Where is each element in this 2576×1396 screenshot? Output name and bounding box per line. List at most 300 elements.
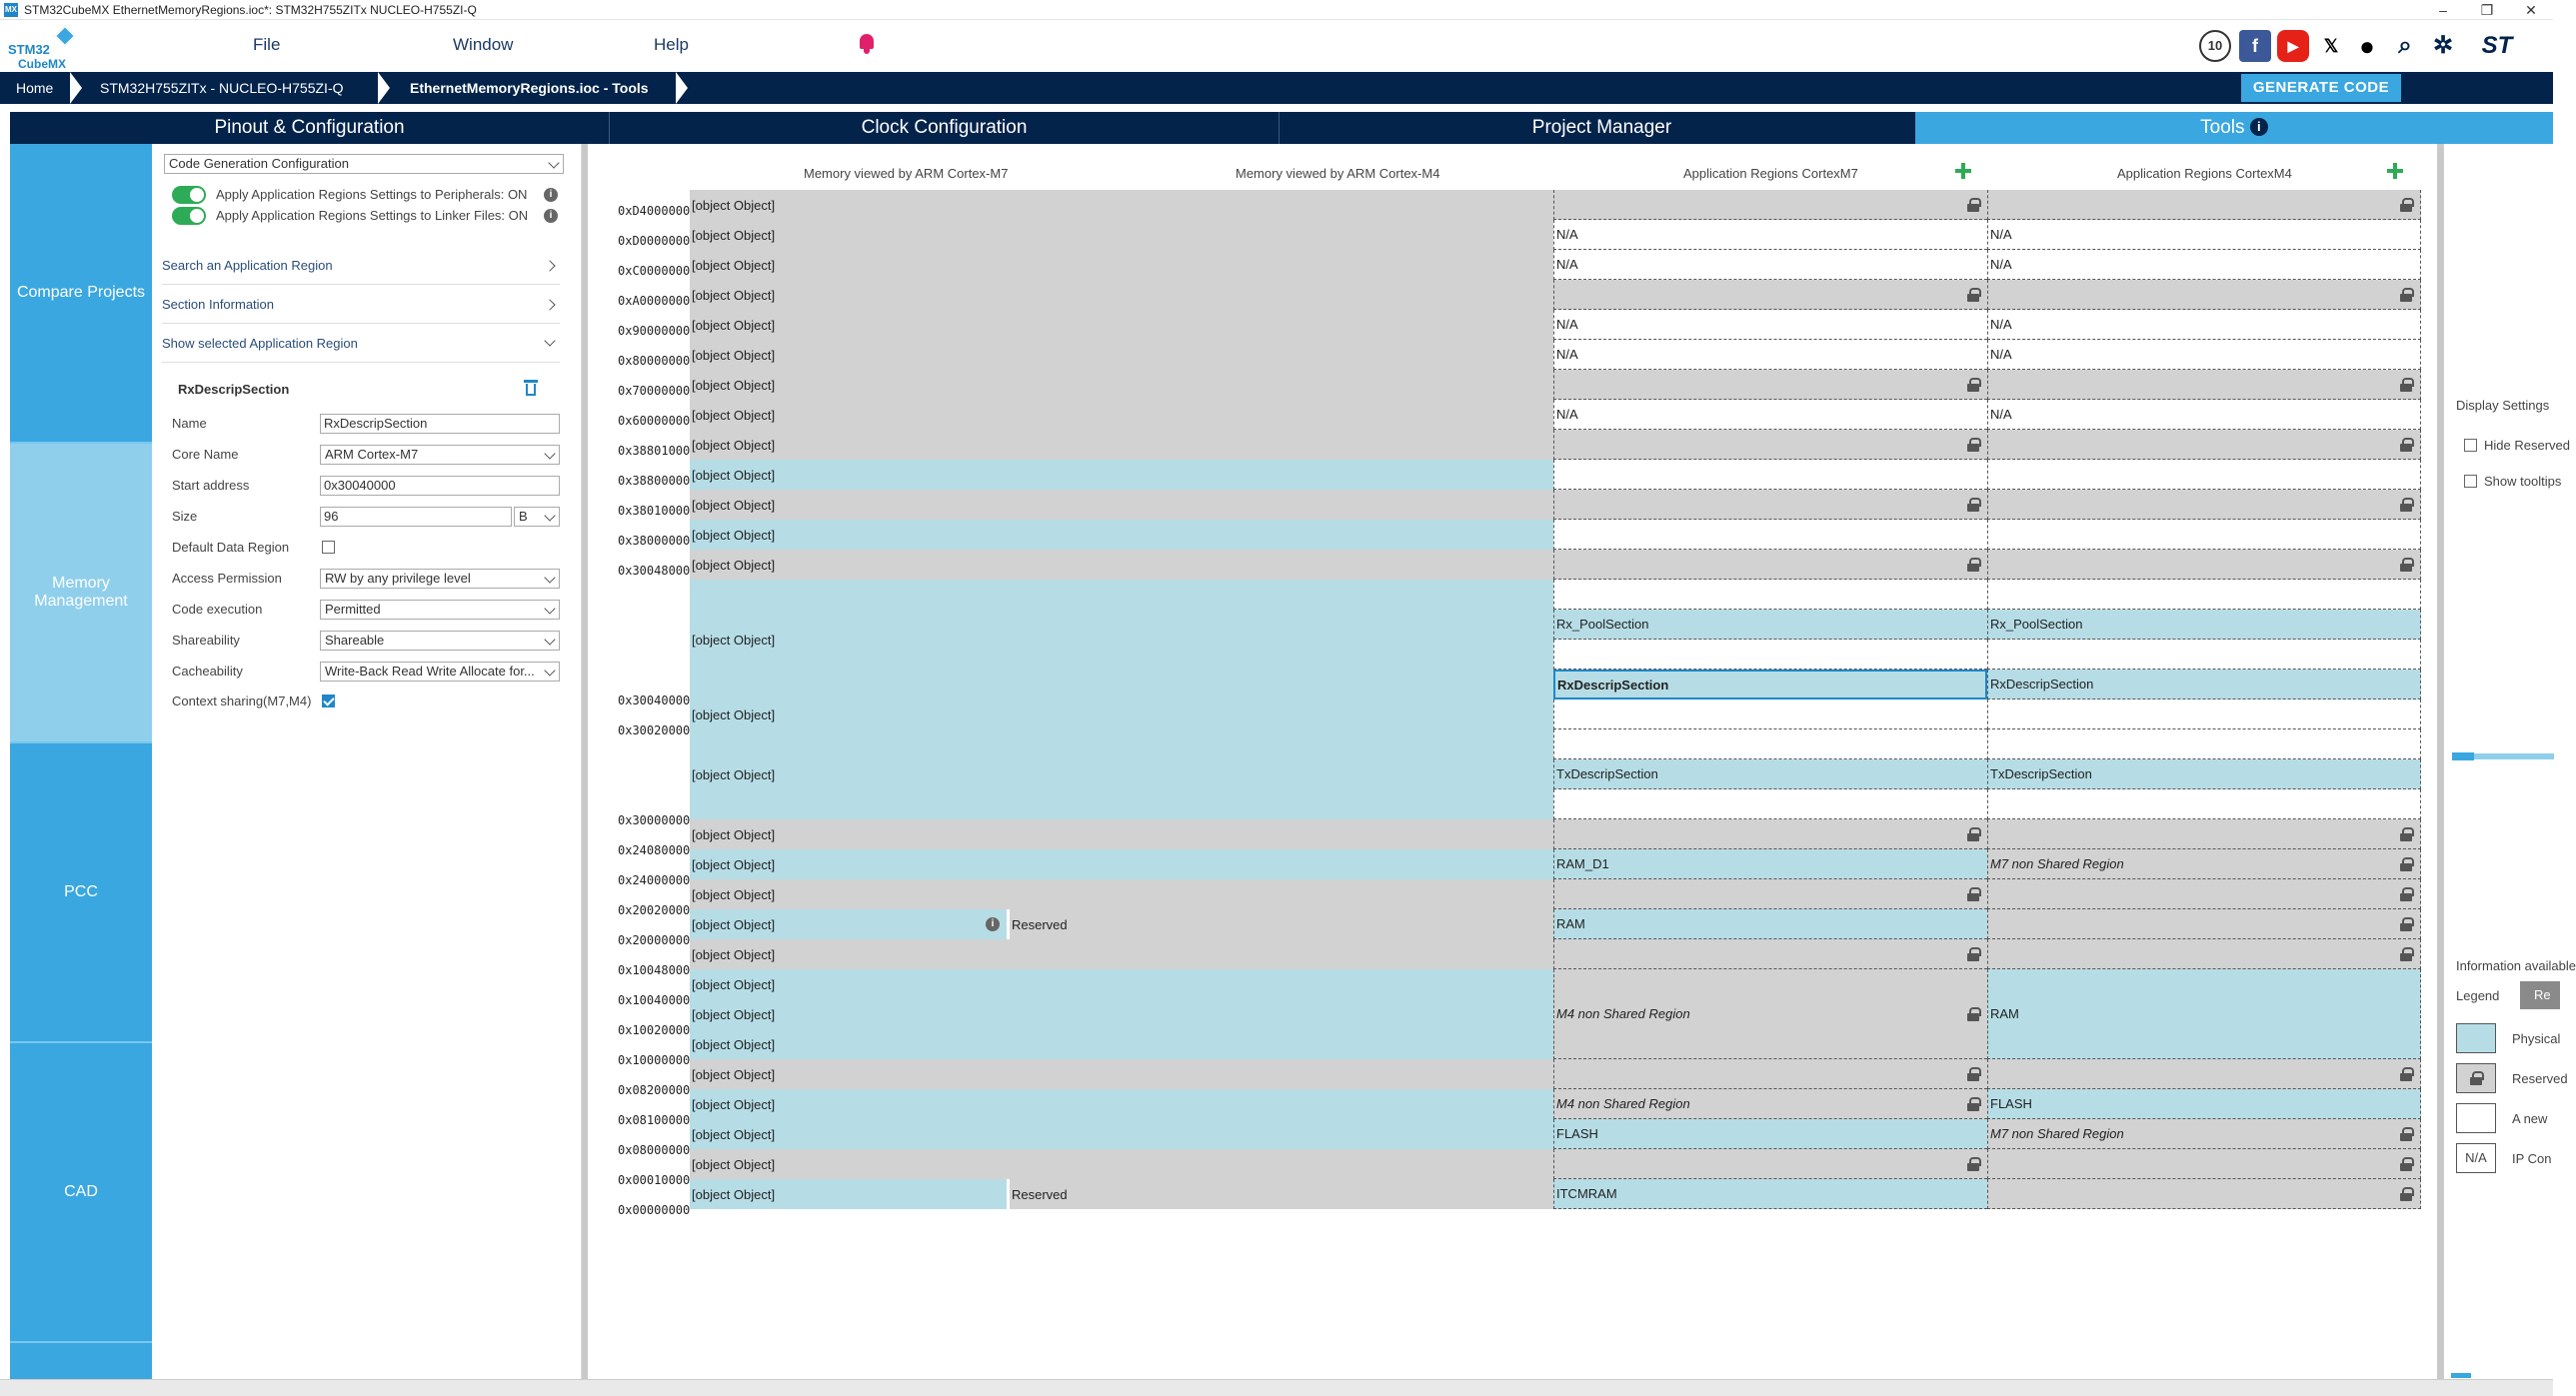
information-title: Information available	[2456, 958, 2576, 973]
cell-label: [object Object]	[692, 497, 776, 513]
cell-label: [object Object]	[692, 632, 776, 648]
menu-window[interactable]: Window	[453, 35, 514, 54]
show-tooltips-checkbox[interactable]	[2464, 475, 2477, 488]
cacheability-value: Write-Back Read Write Allocate for...	[325, 664, 535, 679]
code-execution-select[interactable]	[320, 600, 560, 620]
cell-label: N/A	[1556, 227, 1578, 242]
cell-label: [object Object]	[692, 527, 776, 543]
close-icon[interactable]: ✕	[2525, 2, 2537, 18]
stm32cubemx-logo	[8, 26, 80, 71]
tab-pinout[interactable]: Pinout & Configuration	[10, 112, 610, 144]
core-label: Core Name	[172, 447, 239, 462]
left-splitter[interactable]	[582, 144, 588, 1379]
default-region-label: Default Data Region	[172, 540, 290, 555]
memory-cell[interactable]	[690, 969, 1553, 999]
m7-region-cell[interactable]	[1553, 729, 1987, 759]
lock-icon	[1967, 887, 1979, 901]
lock-icon	[2400, 198, 2412, 212]
menu-file[interactable]: File	[253, 35, 281, 54]
peripherals-toggle[interactable]	[172, 186, 206, 204]
hide-reserved-checkbox[interactable]	[2464, 439, 2477, 452]
memory-cell[interactable]	[690, 220, 1553, 250]
display-settings-panel	[2443, 144, 2576, 1379]
tab-tools[interactable]	[1915, 112, 2553, 144]
m4-region-cell[interactable]	[1987, 909, 2421, 939]
breadcrumb-separator	[70, 72, 82, 104]
address-label: 0x00010000	[618, 1173, 691, 1187]
lock-icon	[1967, 1157, 1979, 1171]
lock-icon	[2400, 857, 2412, 871]
m7-region-cell[interactable]	[1553, 400, 1987, 430]
cell-label: [object Object]	[692, 1096, 776, 1112]
memory-cell[interactable]	[690, 250, 1553, 280]
size-input[interactable]: 96	[320, 507, 512, 527]
cell-label: N/A	[1990, 227, 2012, 242]
trash-icon[interactable]	[524, 380, 538, 396]
show-tooltips-label: Show tooltips	[2484, 474, 2562, 489]
memory-cell[interactable]	[690, 999, 1553, 1029]
search-region-section[interactable]	[162, 247, 560, 285]
m4-region-cell[interactable]	[1987, 490, 2421, 520]
m7-region-cell[interactable]	[1553, 610, 1987, 640]
logo-line2: CubeMX	[18, 57, 66, 71]
default-region-checkbox[interactable]	[322, 541, 335, 554]
minimize-icon[interactable]: –	[2439, 2, 2447, 18]
address-label: 0x00000000	[618, 1203, 691, 1217]
memory-cell[interactable]	[690, 520, 1553, 550]
app-icon: MX	[4, 3, 18, 17]
start-label: Start address	[172, 478, 250, 493]
cell-label: M7 non Shared Region	[1990, 856, 2124, 871]
legend-reserved-swatch	[2456, 1063, 2496, 1093]
name-input[interactable]: RxDescripSection	[320, 414, 560, 434]
cell-label: [object Object]	[692, 706, 776, 722]
shareability-label: Shareability	[172, 633, 240, 648]
m4-region-cell[interactable]	[1987, 789, 2421, 819]
m4-region-cell[interactable]	[1987, 729, 2421, 759]
address-label: 0x38801000	[618, 444, 691, 458]
legend-reserved-label: Reserved	[2512, 1071, 2568, 1086]
10-years-badge-icon[interactable]: 10	[2199, 30, 2231, 62]
linker-toggle[interactable]	[172, 207, 206, 225]
cell-label: TxDescripSection	[1990, 766, 2092, 781]
nav-pcc[interactable]: PCC	[10, 743, 152, 1043]
m4-region-cell[interactable]	[1987, 460, 2421, 490]
lock-icon	[1967, 498, 1979, 512]
cell-label: N/A	[1556, 257, 1578, 272]
lock-icon	[1967, 288, 1979, 302]
address-label: 0xA0000000	[618, 294, 691, 308]
address-label: 0x30048000	[618, 564, 691, 578]
x-icon[interactable]: 𝕏	[2315, 30, 2347, 62]
address-label: 0x20000000	[618, 933, 691, 947]
memory-cell[interactable]	[690, 430, 1553, 460]
lock-icon	[2400, 887, 2412, 901]
hide-reserved-label: Hide Reserved	[2484, 438, 2570, 453]
lock-icon	[2400, 1157, 2412, 1171]
m7-region-cell[interactable]	[1553, 1089, 1987, 1119]
horizontal-scroll-thumb[interactable]	[2451, 1373, 2471, 1378]
linker-toggle-label: Apply Application Regions Settings to Linker Files: ON	[216, 208, 529, 223]
m7-region-cell[interactable]	[1553, 759, 1987, 789]
m4-region-cell[interactable]	[1987, 280, 2421, 310]
nav-cad[interactable]: CAD	[10, 1043, 152, 1343]
m7-memory-cell[interactable]	[690, 1179, 1008, 1209]
access-select[interactable]	[320, 569, 560, 589]
code-execution-value: Permitted	[325, 602, 381, 617]
m4-region-cell[interactable]	[1987, 640, 2421, 670]
m4-region-cell[interactable]	[1987, 939, 2421, 969]
m7-region-cell[interactable]	[1553, 190, 1987, 220]
cell-label: [object Object]	[692, 407, 776, 423]
cell-label: [object Object]	[692, 227, 776, 243]
cell-label: RAM	[1990, 1006, 2019, 1021]
legend-physical-label: Physical	[2512, 1031, 2561, 1046]
memory-cell[interactable]	[690, 879, 1553, 909]
m7-region-cell[interactable]	[1553, 220, 1987, 250]
cell-label: N/A	[1556, 347, 1578, 362]
st-logo-icon[interactable]: ST	[2465, 30, 2529, 62]
memory-cell[interactable]	[690, 580, 1553, 699]
cell-label: N/A	[1556, 407, 1578, 422]
memory-cell[interactable]	[690, 729, 1553, 819]
github-icon[interactable]: ●	[2351, 30, 2383, 62]
m4-region-cell[interactable]	[1987, 250, 2421, 280]
chevron-down-icon	[544, 448, 555, 459]
memory-cell[interactable]	[690, 340, 1553, 370]
address-label: 0xC0000000	[618, 264, 691, 278]
cell-label: Reserved	[1012, 1186, 1068, 1202]
info-icon[interactable]: i	[544, 209, 558, 223]
memory-cell[interactable]	[690, 1119, 1553, 1149]
m4-region-cell[interactable]	[1987, 400, 2421, 430]
address-label: 0x38010000	[618, 504, 691, 518]
legend-physical-swatch	[2456, 1023, 2496, 1053]
cell-label: RAM	[1556, 916, 1585, 931]
memory-cell[interactable]	[690, 1029, 1553, 1059]
add-m4-region-icon[interactable]	[2387, 163, 2403, 179]
cell-label: M7 non Shared Region	[1990, 1126, 2124, 1141]
info-icon[interactable]: i	[544, 188, 558, 202]
breadcrumb-separator	[378, 72, 390, 104]
m4-region-cell[interactable]	[1987, 819, 2421, 849]
tab-clock[interactable]: Clock Configuration	[610, 112, 1280, 144]
section-information[interactable]	[162, 286, 560, 324]
address-label: 0x38000000	[618, 534, 691, 548]
breadcrumb-project[interactable]: EthernetMemoryRegions.ioc - Tools	[410, 80, 649, 96]
memory-cell[interactable]	[690, 849, 1553, 879]
legend-ip-label: IP Con	[2512, 1151, 2552, 1166]
address-label: 0x30040000	[618, 694, 691, 707]
m4-region-cell[interactable]	[1987, 370, 2421, 400]
cell-label: [object Object]	[692, 557, 776, 573]
m4-region-cell[interactable]	[1987, 520, 2421, 550]
cell-label: N/A	[1990, 257, 2012, 272]
core-select-value: ARM Cortex-M7	[325, 447, 419, 462]
address-label: 0x20020000	[618, 903, 691, 917]
search-icon[interactable]: ⌕	[2389, 30, 2421, 62]
m7-region-cell[interactable]	[1553, 430, 1987, 460]
chevron-right-icon	[544, 260, 555, 271]
m4-region-cell[interactable]	[1987, 1149, 2421, 1179]
m7-region-cell[interactable]	[1553, 879, 1987, 909]
cell-label: [object Object]	[692, 347, 776, 363]
m4-region-cell[interactable]	[1987, 550, 2421, 580]
lock-icon	[2400, 1067, 2412, 1081]
window-title: STM32CubeMX EthernetMemoryRegions.ioc*: STM32H755ZITx NUCLEO-H755ZI-Q	[24, 3, 477, 17]
address-label: 0x38800000	[618, 474, 691, 488]
show-selected-region-section[interactable]	[162, 325, 560, 363]
lock-icon	[2400, 288, 2412, 302]
m7-region-cell[interactable]	[1553, 1179, 1987, 1209]
lock-icon	[1967, 1067, 1979, 1081]
section-label: Show selected Application Region	[162, 336, 358, 351]
title-bar	[0, 0, 2553, 20]
context-sharing-checkbox[interactable]	[322, 695, 335, 707]
cell-label: [object Object]	[692, 317, 776, 333]
add-m7-region-icon[interactable]	[1955, 163, 1971, 179]
m4-region-cell[interactable]	[1987, 340, 2421, 370]
legend-na-swatch: N/A	[2456, 1143, 2496, 1173]
cell-label: [object Object]	[692, 946, 776, 962]
chevron-down-icon	[544, 510, 555, 521]
lock-icon	[2400, 1187, 2412, 1201]
section-label: Search an Application Region	[162, 258, 333, 273]
m4-region-cell[interactable]	[1987, 1119, 2421, 1149]
chevron-right-icon	[544, 299, 555, 310]
config-panel	[152, 144, 582, 1379]
tab-tools-label: Tools	[2200, 117, 2245, 138]
cell-label: RxDescripSection	[1990, 677, 2094, 692]
cell-label: [object Object]	[692, 377, 776, 393]
code-execution-label: Code execution	[172, 602, 263, 617]
left-nav	[10, 144, 152, 1379]
memory-cell[interactable]	[690, 190, 1553, 220]
address-label: 0x30000000	[618, 813, 691, 827]
m7-region-cell[interactable]	[1553, 490, 1987, 520]
breadcrumb-mcu[interactable]: STM32H755ZITx - NUCLEO-H755ZI-Q	[100, 80, 344, 96]
m4-region-cell[interactable]	[1987, 190, 2421, 220]
cell-label: [object Object]	[692, 1186, 776, 1202]
address-label: 0x10020000	[618, 1023, 691, 1037]
bell-icon[interactable]	[858, 34, 876, 54]
memory-cell[interactable]	[690, 1059, 1553, 1089]
legend-new-swatch	[2456, 1103, 2496, 1133]
memory-cell[interactable]	[690, 460, 1553, 490]
cell-label: N/A	[1990, 317, 2012, 332]
m4-region-cell[interactable]	[1987, 699, 2421, 729]
breadcrumb-separator	[676, 72, 688, 104]
m7-region-cell[interactable]	[1553, 340, 1987, 370]
m7-region-cell[interactable]	[1553, 250, 1987, 280]
access-label: Access Permission	[172, 571, 282, 586]
cell-label: [object Object]	[692, 1006, 776, 1022]
memory-cell[interactable]	[690, 370, 1553, 400]
tab-project-manager[interactable]: Project Manager	[1280, 112, 1925, 144]
m4-region-cell[interactable]	[1987, 580, 2421, 610]
config-dropdown-value: Code Generation Configuration	[169, 156, 349, 171]
network-icon[interactable]: ✲	[2427, 30, 2459, 62]
chevron-down-icon	[544, 335, 555, 346]
m7-region-cell[interactable]	[1553, 1149, 1987, 1179]
info-icon[interactable]: i	[986, 917, 1000, 931]
m7-region-cell[interactable]	[1553, 670, 1987, 699]
m7-region-cell[interactable]	[1553, 310, 1987, 340]
cell-label: [object Object]	[692, 976, 776, 992]
m4-region-cell[interactable]	[1987, 1179, 2421, 1209]
lock-icon	[1967, 438, 1979, 452]
m4-region-cell[interactable]	[1987, 310, 2421, 340]
m7-region-cell[interactable]	[1553, 520, 1987, 550]
m4-region-cell[interactable]	[1987, 1089, 2421, 1119]
m7-region-cell[interactable]	[1553, 550, 1987, 580]
cacheability-select[interactable]	[320, 662, 560, 682]
m4-memory-cell[interactable]	[1010, 1179, 1553, 1209]
memory-cell[interactable]	[690, 490, 1553, 520]
status-bar	[0, 1379, 2553, 1396]
m7-region-cell[interactable]	[1553, 909, 1987, 939]
header-m7-memory: Memory viewed by ARM Cortex-M7	[804, 166, 1009, 181]
memory-cell[interactable]	[690, 550, 1553, 580]
m7-region-cell[interactable]	[1553, 280, 1987, 310]
generate-code-button[interactable]: GENERATE CODE	[2241, 74, 2401, 102]
menu-help[interactable]: Help	[654, 35, 689, 54]
panel-scroll-thumb[interactable]	[2452, 752, 2474, 760]
address-label: 0x70000000	[618, 384, 691, 398]
m4-region-cell[interactable]	[1987, 879, 2421, 909]
section-label: Section Information	[162, 297, 275, 312]
cell-label: [object Object]	[692, 437, 776, 453]
cell-label: [object Object]	[692, 856, 776, 872]
region-title: RxDescripSection	[178, 382, 290, 397]
m7-region-cell[interactable]	[1553, 370, 1987, 400]
header-m4-memory: Memory viewed by ARM Cortex-M4	[1236, 166, 1440, 181]
cell-label: RxDescripSection	[1557, 677, 1669, 693]
cell-label: M4 non Shared Region	[1556, 1006, 1690, 1021]
cell-label: Reserved	[1012, 916, 1068, 932]
chevron-down-icon	[544, 572, 555, 583]
nav-compare-projects[interactable]: Compare Projects	[10, 144, 152, 444]
lock-icon	[1967, 947, 1979, 961]
cell-label: [object Object]	[692, 257, 776, 273]
cell-label: [object Object]	[692, 197, 776, 213]
m7-region-cell[interactable]	[1553, 640, 1987, 670]
m7-region-cell[interactable]	[1553, 699, 1987, 729]
chevron-down-icon	[544, 603, 555, 614]
legend-label: Legend	[2456, 988, 2500, 1003]
cell-label: Rx_PoolSection	[1556, 617, 1649, 632]
m7-region-cell[interactable]	[1553, 460, 1987, 490]
cell-label: [object Object]	[692, 1066, 776, 1082]
address-label: 0x10040000	[618, 993, 691, 1007]
cell-label: [object Object]	[692, 1126, 776, 1142]
cell-label: [object Object]	[692, 766, 776, 782]
memory-cell[interactable]	[690, 280, 1553, 310]
m4-region-cell[interactable]	[1987, 759, 2421, 789]
peripherals-toggle-label: Apply Application Regions Settings to Peripherals: ON	[216, 187, 528, 202]
m4-region-cell[interactable]	[1987, 670, 2421, 699]
memory-cell[interactable]	[690, 400, 1553, 430]
address-label: 0x90000000	[618, 324, 691, 338]
m7-region-cell[interactable]	[1553, 1119, 1987, 1149]
legend-tab[interactable]: Re	[2520, 981, 2560, 1009]
breadcrumb-home[interactable]: Home	[16, 80, 54, 96]
cell-label: FLASH	[1556, 1126, 1598, 1141]
facebook-icon[interactable]: f	[2239, 30, 2271, 62]
core-select[interactable]	[320, 445, 560, 465]
lock-icon	[2400, 1127, 2412, 1141]
nav-memory-management[interactable]: Memory Management	[10, 444, 152, 743]
m4-region-cell[interactable]	[1987, 220, 2421, 250]
cell-label: ITCMRAM	[1556, 1186, 1617, 1201]
memory-cell[interactable]	[690, 699, 1553, 729]
m7-region-cell[interactable]	[1553, 849, 1987, 879]
memory-cell[interactable]	[690, 1089, 1553, 1119]
m7-region-cell[interactable]	[1553, 969, 1987, 1059]
youtube-icon[interactable]: ▶	[2277, 30, 2309, 62]
header-m4-regions: Application Regions CortexM4	[2117, 166, 2292, 181]
size-unit-select[interactable]	[514, 507, 560, 527]
m4-region-cell[interactable]	[1987, 610, 2421, 640]
legend-new-label: A new	[2512, 1111, 2548, 1126]
address-label: 0x08200000	[618, 1083, 691, 1097]
start-address-input[interactable]: 0x30040000	[320, 476, 560, 496]
memory-cell[interactable]	[690, 1149, 1553, 1179]
chevron-down-icon	[544, 665, 555, 676]
m4-region-cell[interactable]	[1987, 1059, 2421, 1089]
lock-icon	[1967, 198, 1979, 212]
m7-region-cell[interactable]	[1553, 580, 1987, 610]
shareability-select[interactable]	[320, 631, 560, 651]
config-dropdown[interactable]	[164, 154, 564, 174]
address-label: 0x10048000	[618, 963, 691, 977]
chevron-down-icon	[548, 157, 559, 168]
m4-memory-cell[interactable]	[1010, 909, 1553, 939]
cell-label: RAM_D1	[1556, 856, 1609, 871]
address-label: 0x30020000	[618, 723, 691, 737]
memory-cell[interactable]	[690, 310, 1553, 340]
name-label: Name	[172, 416, 207, 431]
header-m7-regions: Application Regions CortexM7	[1683, 166, 1858, 181]
size-label: Size	[172, 509, 198, 524]
main-tabs	[10, 112, 2553, 144]
m7-region-cell[interactable]	[1553, 789, 1987, 819]
address-label: 0xD0000000	[618, 234, 691, 248]
lock-icon	[2400, 917, 2412, 931]
m4-region-cell[interactable]	[1987, 969, 2421, 1059]
display-settings-title: Display Settings	[2456, 398, 2550, 413]
m4-region-cell[interactable]	[1987, 849, 2421, 879]
maximize-icon[interactable]: ❐	[2480, 2, 2494, 18]
cell-label: Rx_PoolSection	[1990, 617, 2083, 632]
cell-label: M4 non Shared Region	[1556, 1096, 1690, 1111]
cell-label: N/A	[1990, 407, 2012, 422]
m7-region-cell[interactable]	[1553, 819, 1987, 849]
m7-region-cell[interactable]	[1553, 939, 1987, 969]
memory-cell[interactable]	[690, 819, 1553, 849]
memory-cell[interactable]	[690, 939, 1553, 969]
m7-memory-cell[interactable]	[690, 909, 1008, 939]
cell-label: [object Object]	[692, 1156, 776, 1172]
cell-label: N/A	[1556, 317, 1578, 332]
info-icon[interactable]: i	[2250, 118, 2268, 136]
address-label: 0xD4000000	[618, 204, 691, 218]
m4-region-cell[interactable]	[1987, 430, 2421, 460]
m7-region-cell[interactable]	[1553, 1059, 1987, 1089]
shareability-value: Shareable	[325, 633, 385, 648]
lock-icon	[2400, 438, 2412, 452]
cell-label: [object Object]	[692, 826, 776, 842]
